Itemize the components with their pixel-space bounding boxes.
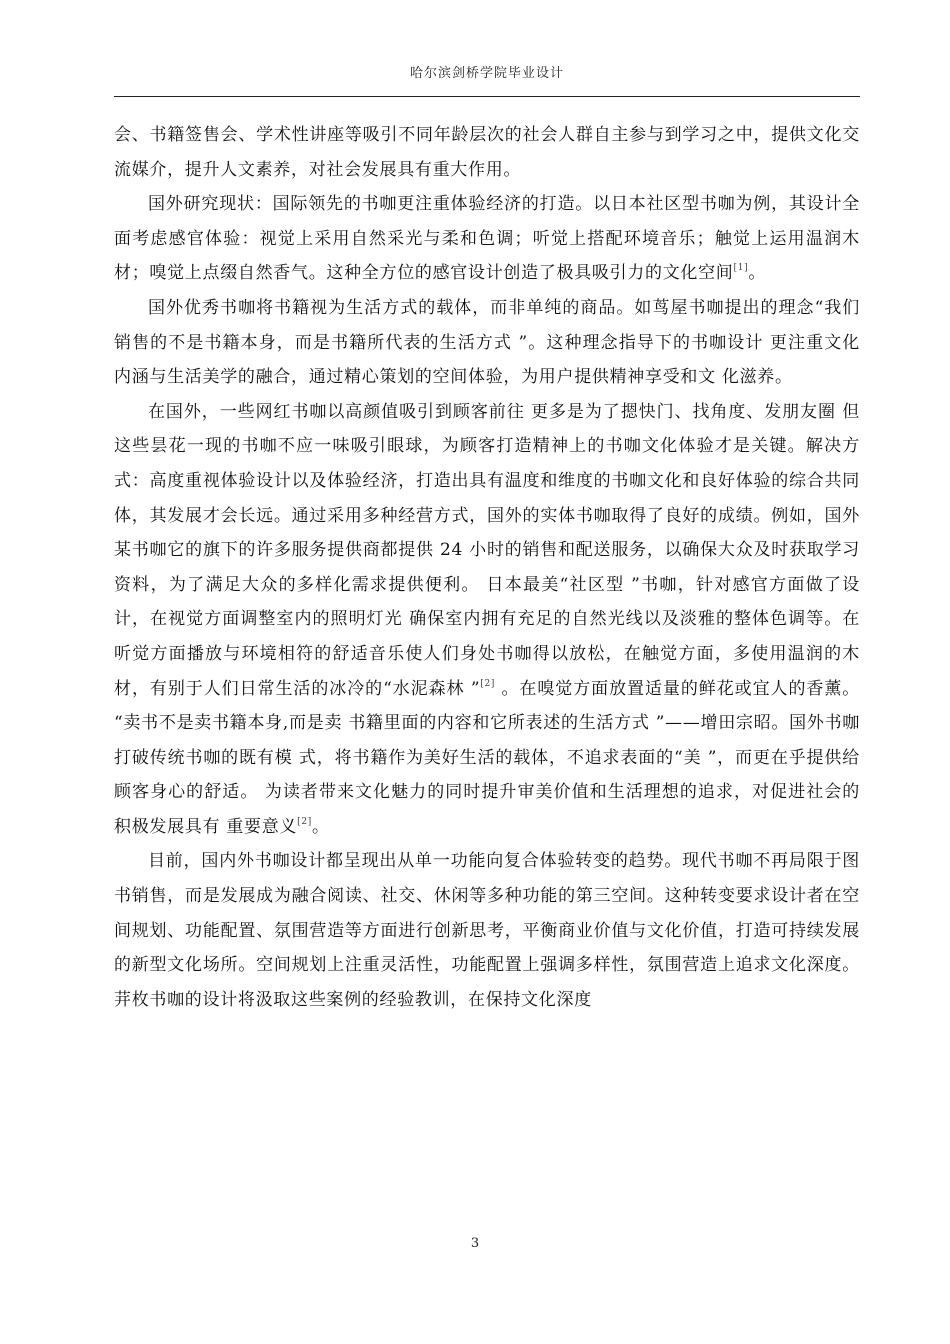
citation-marker: [2]	[480, 678, 496, 689]
paragraph	[114, 844, 860, 1017]
paragraph-text: 。在嗅觉方面放置适量的鲜花或宜人的香薰。 “卖书不是卖书籍本身,而是卖 书籍里面的内容和它所表述的生活方式 ”——增田宗昭。国外书咖打破传统书咖的既有模 式，将书籍作为美好生活的载体，不追求表面的“美 ”，而更在乎提供给顾客身心的舒适。 为读者带来文化魅力的同时提升审美价值和生活理想的追求，对促进社会的积极发展具有 重要意义	[114, 678, 860, 837]
citation-marker: [2]	[297, 816, 312, 827]
paragraph-text: 目前，国内外书咖设计都呈现出从单一功能向复合体验转变的趋势。现代书咖不再局限于图书销售，而是发展成为融合阅读、社交、休闲等多种功能的第三空间。这种转变要求设计者在空间规划、功能配置、氛围营造等方面进行创新思考，平衡商业价值与文化价值，打造可持续发展的新型文化场所。空间规划上注重灵活性，功能配置上强调多样性，氛围营造上追求文化深度。茾枚书咖的设计将汲取这些案例的经验教训，在保持文化深度	[114, 851, 860, 1010]
paragraph	[114, 395, 860, 845]
paragraph-text: 在国外，一些网红书咖以高颜值吸引到顾客前往 更多是为了摁快门、找角度、发朋友圈 但这些昙花一现的书咖不应一味吸引眼球，为顾客打造精神上的书咖文化体验才是关键。解决方式：高度重视体验设计以及体验经济，打造出具有温度和维度的书咖文化和良好体验的综合共同体，其发展才会长远。通过采用多种经营方式，国外的实体书咖取得了良好的成绩。例如，国外某书咖它的旗下的许多服务提供商都提供 24 小时的销售和配送服务，以确保大众及时获取学习资料，为了满足大众的多样化需求提供便利。 日本最美“社区型 ”书咖，针对感官方面做了设计，在视觉方面调整室内的照明灯光 确保室内拥有充足的自然光线以及淡雅的整体色调等。在听觉方面播放与环境相符的舒适音乐使人们身处书咖得以放松，在触觉方面，多使用温润的木材，有别于人们日常生活的冰冷的“水泥森林 ”	[114, 401, 860, 699]
paragraph-text: 会、书籍签售会、学术性讲座等吸引不同年龄层次的社会人群自主参与到学习之中，提供文化交流媒介，提升人文素养，对社会发展具有重大作用。	[114, 125, 860, 180]
document-body	[114, 118, 860, 1017]
paragraph-text: 。	[311, 816, 330, 837]
header-divider	[114, 96, 860, 97]
citation-marker: [1]	[733, 263, 749, 274]
running-header: 哈尔滨剑桥学院毕业设计	[409, 66, 564, 81]
paragraph	[114, 118, 860, 187]
paragraph	[114, 291, 860, 395]
page-number: 3	[470, 1236, 480, 1251]
paragraph-text: 国外优秀书咖将书籍视为生活方式的载体，而非单纯的商品。如茑屋书咖提出的理念“我们销售的不是书籍本身，而是书籍所代表的生活方式 ”。这种理念指导下的书咖设计 更注重文化内涵与生活美学的融合，通过精心策划的空间体验，为用户提供精神享受和文 化滋养。	[114, 297, 860, 388]
paragraph	[114, 187, 860, 291]
paragraph-text: 。	[748, 263, 767, 284]
paragraph-text: 国外研究现状：国际领先的书咖更注重体验经济的打造。以日本社区型书咖为例，其设计全面考虑感官体验：视觉上采用自然采光与柔和色调；听觉上搭配环境音乐；触觉上运用温润木材；嗅觉上点缀自然香气。这种全方位的感官设计创造了极具吸引力的文化空间	[114, 194, 860, 284]
